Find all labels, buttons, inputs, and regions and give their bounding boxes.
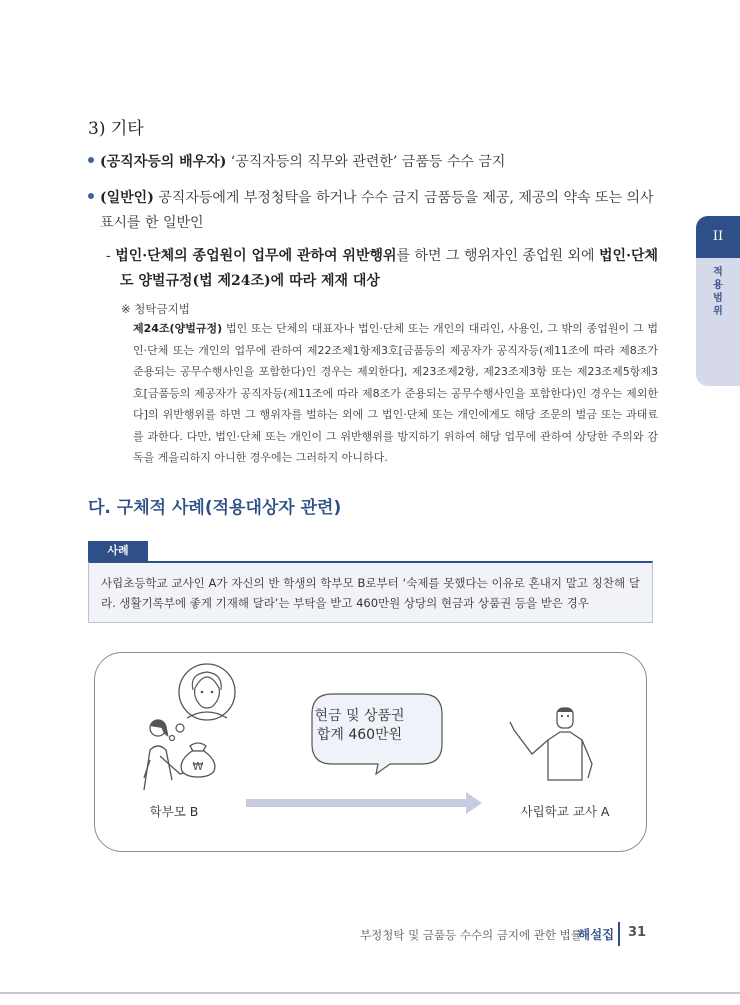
note-title: ※ 청탁금지법 (121, 302, 190, 316)
footer-divider (618, 922, 620, 946)
bullet-bold: (일반인) (100, 190, 154, 206)
bullet-general-public (88, 186, 658, 236)
parent-label: 학부모 B (149, 804, 199, 819)
chapter-title-char: 위 (713, 306, 723, 317)
page-number: 31 (628, 925, 647, 940)
bullet-dot-icon (88, 157, 94, 163)
dash-prefix: - (106, 248, 116, 264)
law-article (133, 318, 658, 469)
chapter-number: II (696, 216, 740, 258)
bubble-line-1: 현금 및 상품권 (314, 708, 405, 724)
case-box: 사립초등학교 교사인 A가 자신의 반 학생의 학부모 B로부터 ‘숙제를 못했다는 이유로 혼내지 말고 칭찬해 달라. 생활기록부에 좋게 기재해 달라’는 부탁을 받고 460만원 상당의 현금과 상품권 등을 받은 경우 (88, 561, 653, 623)
won-symbol: ₩ (192, 760, 204, 773)
bottom-rule (0, 992, 740, 994)
bubble-line-2: 합계 460만원 (316, 727, 403, 743)
dash-item (106, 244, 658, 294)
bullet-dot-icon (88, 193, 94, 199)
chapter-title-char: 범 (713, 293, 723, 304)
footer-book: 해설집 (578, 927, 615, 942)
teacher-label: 사립학교 교사 A (520, 804, 610, 819)
article-title: 제24조(양벌규정) (133, 322, 223, 335)
dash-bold-1: 법인·단체의 종업원이 업무에 관하여 위반행위 (115, 248, 397, 264)
dash-bold-2: 법인·단체도 양벌규정(법 제24조)에 따라 제재 대상 (120, 248, 659, 289)
bullet-text: ‘공직자등의 직무와 관련한’ 금품등 수수 금지 (226, 154, 506, 170)
teacher-figure-icon (510, 708, 592, 780)
dash-mid: 를 하면 그 행위자인 종업원 외에 (396, 248, 600, 264)
money-bag-icon (181, 743, 215, 777)
case-label: 사례 (88, 541, 148, 561)
footer-title: 부정청탁 및 금품등 수수의 금지에 관한 법률 (360, 928, 582, 942)
chapter-side-tab[interactable] (696, 216, 740, 386)
sub-heading: 다. 구체적 사례(적용대상자 관련) (88, 498, 342, 518)
chapter-title (696, 258, 740, 318)
illustration-svg (94, 652, 647, 852)
bullet-text: 공직자등에게 부정청탁을 하거나 수수 금지 금품등을 제공, 제공의 약속 또는 의사표시를 한 일반인 (100, 190, 654, 231)
thought-bubble-icon (170, 664, 236, 741)
bullet-bold: (공직자등의 배우자) (100, 154, 227, 170)
transfer-arrow-icon (246, 792, 482, 814)
chapter-title-char: 용 (713, 280, 723, 291)
section-heading: 3) 기타 (88, 119, 144, 139)
chapter-title-char: 적 (713, 267, 723, 278)
bubble-text (297, 707, 422, 745)
article-text: 법인 또는 단체의 대표자나 법인·단체 또는 개인의 대리인, 사용인, 그 밖의 종업원이 그 법인·단체 또는 개인의 업무에 관하여 제22조제1항제3호[금품등의 제공자가 공직자등(제11조에 따라 제8조가 준용되는 공무수행사인을 포함한다)인 경우는 제외한다], 제23조제2항, 제23조제3항 또는 제23조제5항제3호[금품등의 제공자가 공직자등(제11조에 따라 제8조가 준용되는 공무수행사인을 포함한다)인 경우는 제외한다]의 위반행위를 하면 그 행위자를 벌하는 외에 그 법인·단체 또는 개인에게도 해당 조문의 벌금 또는 과태료를 과한다. 다만, 법인·단체 또는 개인이 그 위반행위를 방지하기 위하여 해당 업무에 관하여 상당한 주의와 감독을 게을리하지 아니한 경우에는 그러하지 아니하다. (133, 322, 658, 464)
bullet-spouse (88, 150, 658, 175)
